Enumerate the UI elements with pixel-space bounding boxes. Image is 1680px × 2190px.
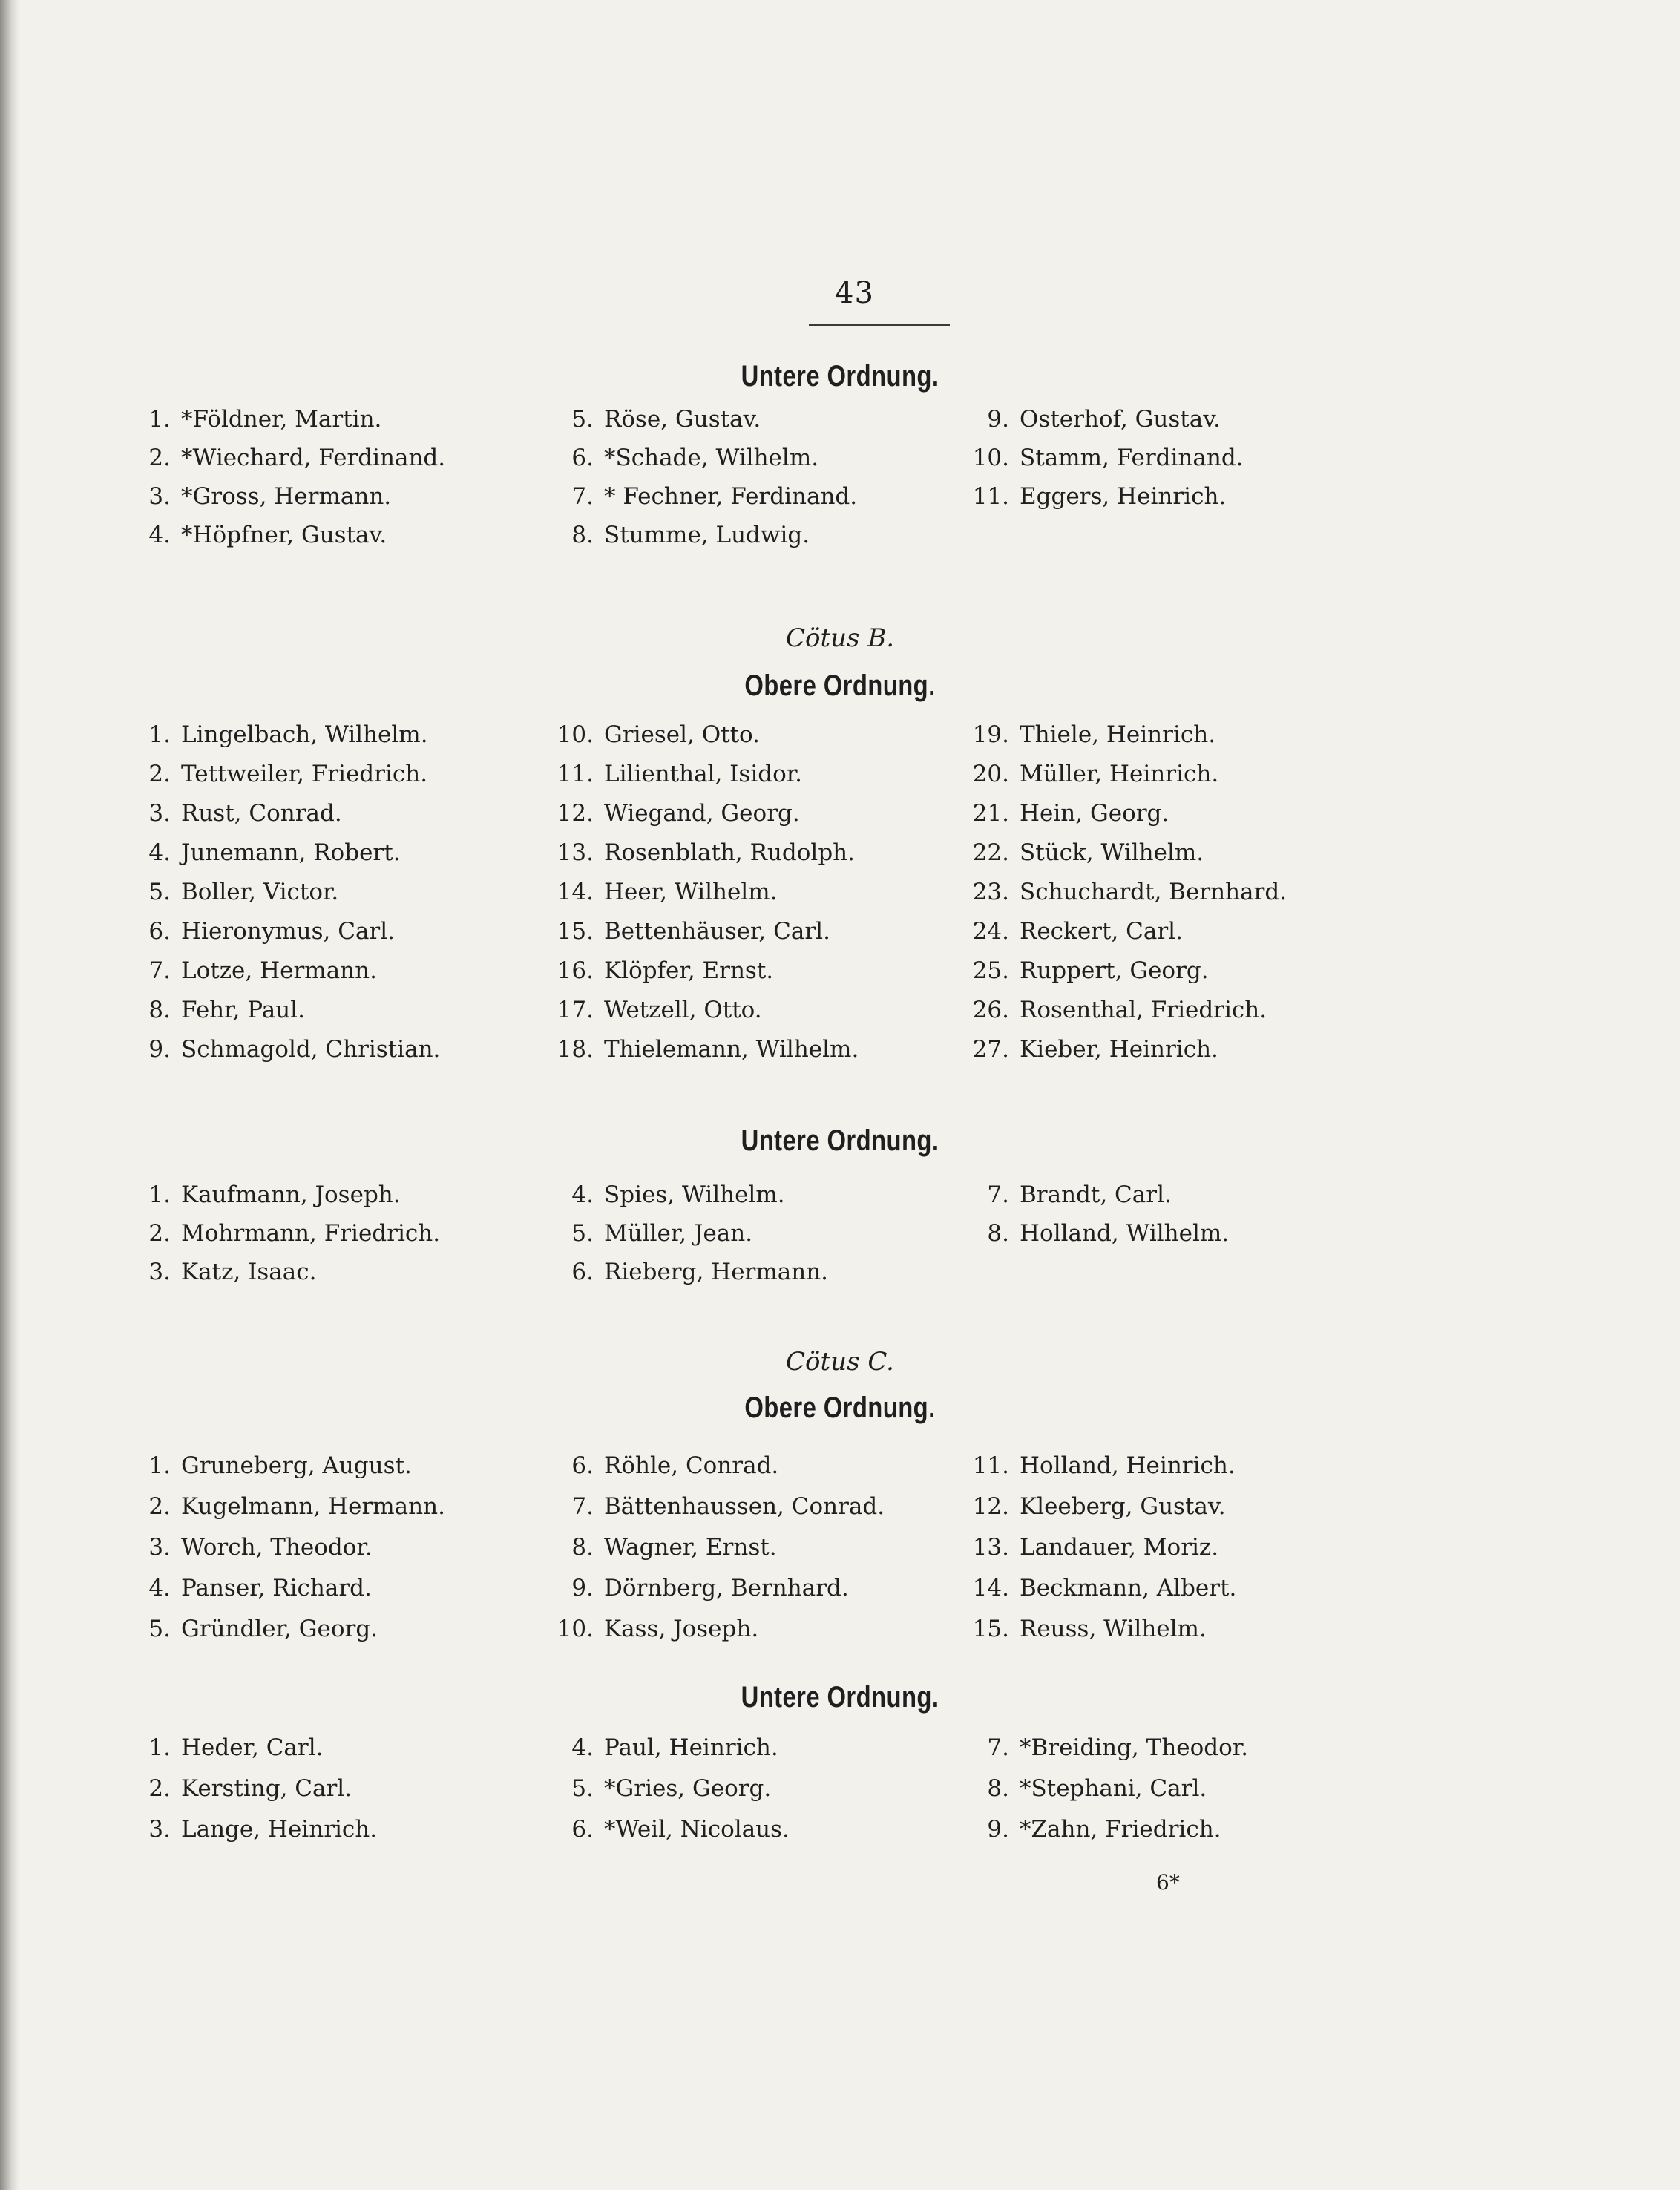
entry-name: Kass, Joseph. [604,1616,759,1642]
entry-number: 21. [972,800,1009,827]
roster-entry [540,1777,771,1800]
roster-entry [117,1261,316,1284]
entry-name: * Fechner, Ferdinand. [604,483,858,510]
entry-number: 12. [972,1493,1009,1520]
roster-entry [540,1577,849,1600]
entry-number: 13. [972,1534,1009,1561]
entry-name: *Zahn, Friedrich. [1020,1816,1221,1843]
section-heading: Obere Ordnung. [744,1391,936,1424]
entry-number: 10. [557,721,594,748]
entry-name: *Földner, Martin. [181,406,382,433]
entry-name: Dörnberg, Bernhard. [604,1575,849,1601]
entry-number: 1. [148,1734,171,1761]
section-heading: Obere Ordnung. [744,669,936,702]
entry-number: 4. [571,1181,594,1208]
section-subheading: Cötus C. [786,1347,894,1377]
entry-number: 7. [987,1734,1009,1761]
entry-number: 8. [987,1775,1009,1802]
entry-name: Panser, Richard. [181,1575,372,1601]
entry-number: 4. [571,1734,594,1761]
entry-name: Klöpfer, Ernst. [604,957,774,984]
entry-name: Kleeberg, Gustav. [1020,1493,1226,1520]
entry-number: 2. [148,1220,171,1247]
roster-entry [956,1181,1172,1208]
entry-number: 26. [972,997,1009,1023]
roster-entry [540,999,762,1022]
roster-entry [117,1777,352,1800]
roster-entry [956,1734,1249,1761]
entry-name: Worch, Theodor. [181,1534,373,1561]
entry-name: Stamm, Ferdinand. [1020,445,1244,471]
roster-entry [540,920,830,943]
entry-name: Kugelmann, Hermann. [181,1493,445,1520]
roster-entry [956,881,1287,904]
entry-name: Kieber, Heinrich. [1020,1036,1218,1063]
entry-name: Paul, Heinrich. [604,1734,778,1761]
roster-entry [540,881,777,904]
entry-name: Heder, Carl. [181,1734,324,1761]
entry-number: 3. [148,800,171,827]
roster-entry [117,1452,412,1479]
entry-name: Thiele, Heinrich. [1020,721,1216,748]
entry-number: 3. [148,1816,171,1843]
entry-number: 19. [972,721,1009,748]
roster-entry [117,1818,377,1841]
entry-number: 23. [972,879,1009,905]
roster-entry [956,1222,1229,1245]
entry-number: 6. [571,1259,594,1285]
roster-entry [956,1577,1236,1600]
roster-entry [540,408,761,431]
roster-entry [540,485,857,508]
entry-number: 7. [571,483,594,510]
entry-name: *Stephani, Carl. [1020,1775,1207,1802]
entry-name: Gruneberg, August. [181,1452,412,1479]
entry-name: Brandt, Carl. [1020,1181,1172,1208]
roster-entry [117,999,305,1022]
entry-name: Holland, Heinrich. [1020,1452,1236,1479]
entry-number: 10. [972,445,1009,471]
roster-entry [956,1038,1218,1061]
page-edge-shadow [0,0,19,2190]
entry-number: 4. [148,522,171,548]
entry-name: Müller, Heinrich. [1020,761,1219,787]
roster-entry [540,957,774,984]
roster-entry [117,1495,445,1518]
roster-entry [956,485,1226,508]
entry-number: 4. [148,1575,171,1601]
entry-number: 2. [148,1775,171,1802]
entry-number: 3. [148,483,171,510]
roster-entry [540,447,818,470]
page-number-rule [809,324,950,326]
entry-name: *Gross, Hermann. [181,483,392,510]
roster-entry [956,408,1221,431]
entry-name: Kersting, Carl. [181,1775,352,1802]
roster-entry [956,999,1267,1022]
roster-entry [540,1038,859,1061]
roster-entry [540,1222,752,1245]
entry-number: 9. [148,1036,171,1063]
entry-name: Rosenblath, Rudolph. [604,839,855,866]
entry-name: *Breiding, Theodor. [1020,1734,1249,1761]
entry-name: Ruppert, Georg. [1020,957,1209,984]
entry-name: Müller, Jean. [604,1220,753,1247]
roster-entry [956,1818,1221,1841]
entry-number: 13. [557,839,594,866]
entry-name: Stumme, Ludwig. [604,522,810,548]
entry-number: 3. [148,1259,171,1285]
roster-entry [117,721,428,748]
entry-name: Lilienthal, Isidor. [604,761,803,787]
entry-name: Wagner, Ernst. [604,1534,777,1561]
roster-entry [956,1495,1226,1518]
entry-number: 11. [972,1452,1009,1479]
roster-entry [117,802,342,825]
entry-name: Rieberg, Hermann. [604,1259,829,1285]
entry-number: 14. [972,1575,1009,1601]
entry-number: 18. [557,1036,594,1063]
entry-name: Kaufmann, Joseph. [181,1181,401,1208]
entry-number: 25. [972,957,1009,984]
entry-name: Junemann, Robert. [181,839,401,866]
entry-number: 10. [557,1616,594,1642]
roster-entry [956,1452,1236,1479]
entry-name: Stück, Wilhelm. [1020,839,1204,866]
entry-number: 9. [987,406,1009,433]
entry-number: 1. [148,406,171,433]
entry-number: 15. [557,918,594,945]
entry-name: Rust, Conrad. [181,800,342,827]
entry-name: Gründler, Georg. [181,1616,378,1642]
entry-name: Griesel, Otto. [604,721,761,748]
roster-entry [956,763,1218,786]
roster-entry [117,839,401,866]
roster-entry [540,1818,790,1841]
entry-number: 24. [972,918,1009,945]
entry-number: 5. [571,1220,594,1247]
entry-name: Wetzell, Otto. [604,997,762,1023]
entry-name: Reckert, Carl. [1020,918,1183,945]
roster-entry [117,1222,440,1245]
entry-name: Landauer, Moriz. [1020,1534,1219,1561]
entry-number: 1. [148,721,171,748]
roster-entry [117,920,395,943]
entry-name: *Gries, Georg. [604,1775,772,1802]
entry-name: Schuchardt, Bernhard. [1020,879,1287,905]
roster-entry [117,763,427,786]
entry-number: 11. [557,761,594,787]
roster-entry [540,1618,758,1641]
roster-entry [540,763,802,786]
entry-number: 3. [148,1534,171,1561]
roster-entry [117,408,381,431]
roster-entry [956,920,1183,943]
entry-number: 8. [987,1220,1009,1247]
entry-number: 14. [557,879,594,905]
roster-entry [117,1577,372,1600]
entry-number: 6. [148,918,171,945]
entry-name: Boller, Victor. [181,879,339,905]
entry-number: 16. [557,957,594,984]
entry-name: Katz, Isaac. [181,1259,317,1285]
entry-number: 7. [571,1493,594,1520]
roster-entry [117,881,338,904]
entry-name: *Höpfner, Gustav. [181,522,387,548]
roster-entry [540,1536,777,1559]
entry-number: 8. [571,522,594,548]
entry-name: Tettweiler, Friedrich. [181,761,428,787]
entry-name: Schmagold, Christian. [181,1036,441,1063]
entry-name: Eggers, Heinrich. [1020,483,1227,510]
entry-name: Bättenhaussen, Conrad. [604,1493,885,1520]
roster-entry [956,1618,1207,1641]
entry-name: *Wiechard, Ferdinand. [181,445,446,471]
entry-name: Lange, Heinrich. [181,1816,378,1843]
roster-entry [117,524,387,547]
roster-entry [540,1261,828,1284]
entry-name: Thielemann, Wilhelm. [604,1036,859,1063]
entry-number: 1. [148,1452,171,1479]
entry-number: 5. [148,1616,171,1642]
roster-entry [540,1495,885,1518]
entry-name: Bettenhäuser, Carl. [604,918,830,945]
roster-entry [117,1618,378,1641]
entry-number: 11. [972,483,1009,510]
roster-entry [117,485,391,508]
entry-number: 22. [972,839,1009,866]
section-subheading: Cötus B. [785,623,895,653]
entry-name: Hieronymus, Carl. [181,918,396,945]
roster-entry [117,957,377,984]
entry-number: 4. [148,839,171,866]
entry-name: Heer, Wilhelm. [604,879,778,905]
entry-name: Rosenthal, Friedrich. [1020,997,1267,1023]
roster-entry [956,957,1209,984]
roster-entry [117,1181,401,1208]
roster-entry [540,524,810,547]
roster-entry [117,1734,324,1761]
entry-number: 20. [972,761,1009,787]
entry-name: Röhle, Conrad. [604,1452,779,1479]
entry-number: 8. [571,1534,594,1561]
section-heading: Untere Ordnung. [741,1681,939,1714]
entry-number: 17. [557,997,594,1023]
entry-name: Fehr, Paul. [181,997,305,1023]
entry-number: 2. [148,1493,171,1520]
roster-entry [540,802,800,825]
entry-name: Spies, Wilhelm. [604,1181,785,1208]
entry-name: Hein, Georg. [1020,800,1169,827]
roster-entry [956,839,1204,866]
entry-name: Lotze, Hermann. [181,957,377,984]
entry-number: 1. [148,1181,171,1208]
entry-number: 9. [987,1816,1009,1843]
entry-number: 2. [148,445,171,471]
entry-name: Osterhof, Gustav. [1020,406,1221,433]
entry-number: 5. [148,879,171,905]
entry-number: 5. [571,406,594,433]
section-heading: Untere Ordnung. [741,1124,939,1157]
page-number: 43 [835,276,874,310]
roster-entry [117,1536,373,1559]
entry-name: Holland, Wilhelm. [1020,1220,1230,1247]
signature-mark: 6* [1156,1870,1180,1895]
roster-entry [956,721,1216,748]
entry-number: 8. [148,997,171,1023]
entry-number: 6. [571,445,594,471]
roster-entry [956,447,1244,470]
roster-entry [540,1734,778,1761]
entry-name: Röse, Gustav. [604,406,761,433]
roster-entry [540,721,761,748]
roster-entry [540,1181,785,1208]
entry-number: 7. [987,1181,1009,1208]
entry-number: 9. [571,1575,594,1601]
entry-name: *Schade, Wilhelm. [604,445,819,471]
entry-name: *Weil, Nicolaus. [604,1816,790,1843]
entry-number: 6. [571,1816,594,1843]
entry-name: Lingelbach, Wilhelm. [181,721,428,748]
entry-number: 15. [972,1616,1009,1642]
entry-number: 7. [148,957,171,984]
entry-number: 27. [972,1036,1009,1063]
entry-name: Reuss, Wilhelm. [1020,1616,1207,1642]
roster-entry [540,839,855,866]
entry-number: 6. [571,1452,594,1479]
entry-name: Wiegand, Georg. [604,800,800,827]
roster-entry [117,1038,440,1061]
entry-name: Beckmann, Albert. [1020,1575,1237,1601]
entry-number: 12. [557,800,594,827]
roster-entry [956,1536,1218,1559]
roster-entry [956,1777,1207,1800]
roster-entry [956,802,1169,825]
entry-name: Mohrmann, Friedrich. [181,1220,441,1247]
entry-number: 5. [571,1775,594,1802]
entry-number: 2. [148,761,171,787]
roster-entry [117,447,445,470]
roster-entry [540,1452,779,1479]
section-heading: Untere Ordnung. [741,360,939,393]
